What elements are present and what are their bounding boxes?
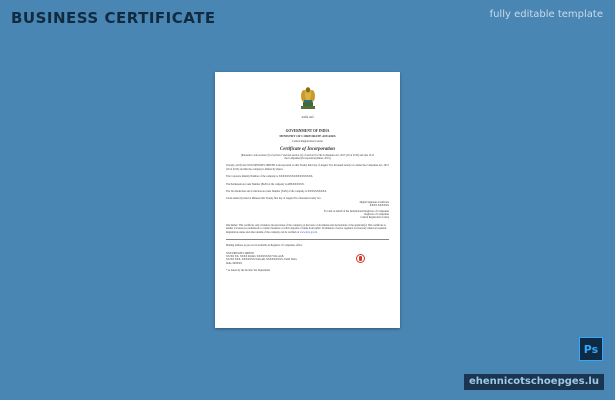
page-tagline: fully editable template: [489, 9, 603, 20]
footnote: * as issued by the Income Tax Department: [226, 269, 271, 273]
emblem-caption: सत्यमेव जयते: [301, 116, 314, 119]
cin-paragraph: The Corporate Identity Number of the company is XXXXXXXXXXXXXXXXXX.: [226, 175, 314, 179]
mca-link[interactable]: www.mca.gov.in: [299, 230, 318, 234]
pan-paragraph: The Permanent Account Number (PAN) of the company is ABXXXXXXX.: [226, 182, 305, 186]
mailing-line-4: India, 600XXX: [226, 261, 243, 265]
page-headline: BUSINESS CERTIFICATE: [11, 9, 216, 27]
signature-line-3: For and on behalf of the Jurisdictional Registrar of Companies: [324, 209, 389, 213]
disclaimer-text: Disclaimer: This certificate only evidences incorporation of the company on the basis of documents and declarations of the applicant(s). This certificate is neither a license nor permission to conduct business or solicit deposits or funds from public. Permission of sector regulator is necessary wherever required. Registration status and other details of the company can be verified on: [226, 223, 387, 234]
photoshop-icon: Ps: [579, 337, 603, 361]
mailing-line-1: XXX PRIVATE LIMITED: [226, 251, 254, 255]
divider: [226, 239, 389, 240]
disclaimer-paragraph: [226, 224, 389, 234]
signature-line-1: Digital Signature Certificate: [359, 200, 389, 204]
certificate-subtitle: [Pursuant to sub-section (2) of section 7 and sub-section (1) of section 8 of the Companies Act, 2013 (18 of 2013) and rule 18 of the Companies (Incorporation) Rules, 2014]: [240, 154, 375, 161]
national-emblem-icon: [298, 84, 318, 114]
mailing-line-2: XX NO XX, XXXX ROAD, XXXXXXXX VILLAGE,: [226, 254, 285, 258]
office-heading: Central Registration Centre: [292, 140, 323, 143]
mailing-heading: Mailing Address as per record available in Registrar of Companies office:: [226, 244, 303, 248]
certificate-document: [215, 72, 400, 328]
tan-paragraph: The Tax Deduction and Collection Account Number (TAN) of the company is XXXXXXXXXX.: [226, 190, 327, 194]
government-heading: GOVERNMENT OF INDIA: [285, 129, 330, 133]
ministry-heading: MINISTRY OF CORPORATE AFFAIRS: [279, 134, 336, 138]
signature-line-2: XXXX XXXXXX: [369, 204, 389, 208]
mailing-section: [226, 244, 389, 265]
signature-line-5: Central Registration Centre: [360, 216, 389, 220]
given-paragraph: Given under my hand at Manesar this Twenty first day of August Two thousand twenty two.: [226, 197, 322, 201]
certificate-paragraph: I hereby certify that XXX PRIVATE LIMITED is incorporated on this Twenty third day of August Two thousand twenty two under the Companies Act, 2013 (18 of 2013) and that the company is limited by shares.: [226, 164, 389, 171]
signature-line-4: Registrar of Companies: [364, 213, 389, 217]
certificate-title: Certificate of Incorporation: [280, 147, 335, 152]
mailing-line-3: XX NO XXX, XXXXXXX NAGAR, XXXXXXXXX, Tamil Nadu,: [226, 258, 298, 262]
watermark-banner: ehennicotschoepges.lu: [464, 374, 604, 390]
